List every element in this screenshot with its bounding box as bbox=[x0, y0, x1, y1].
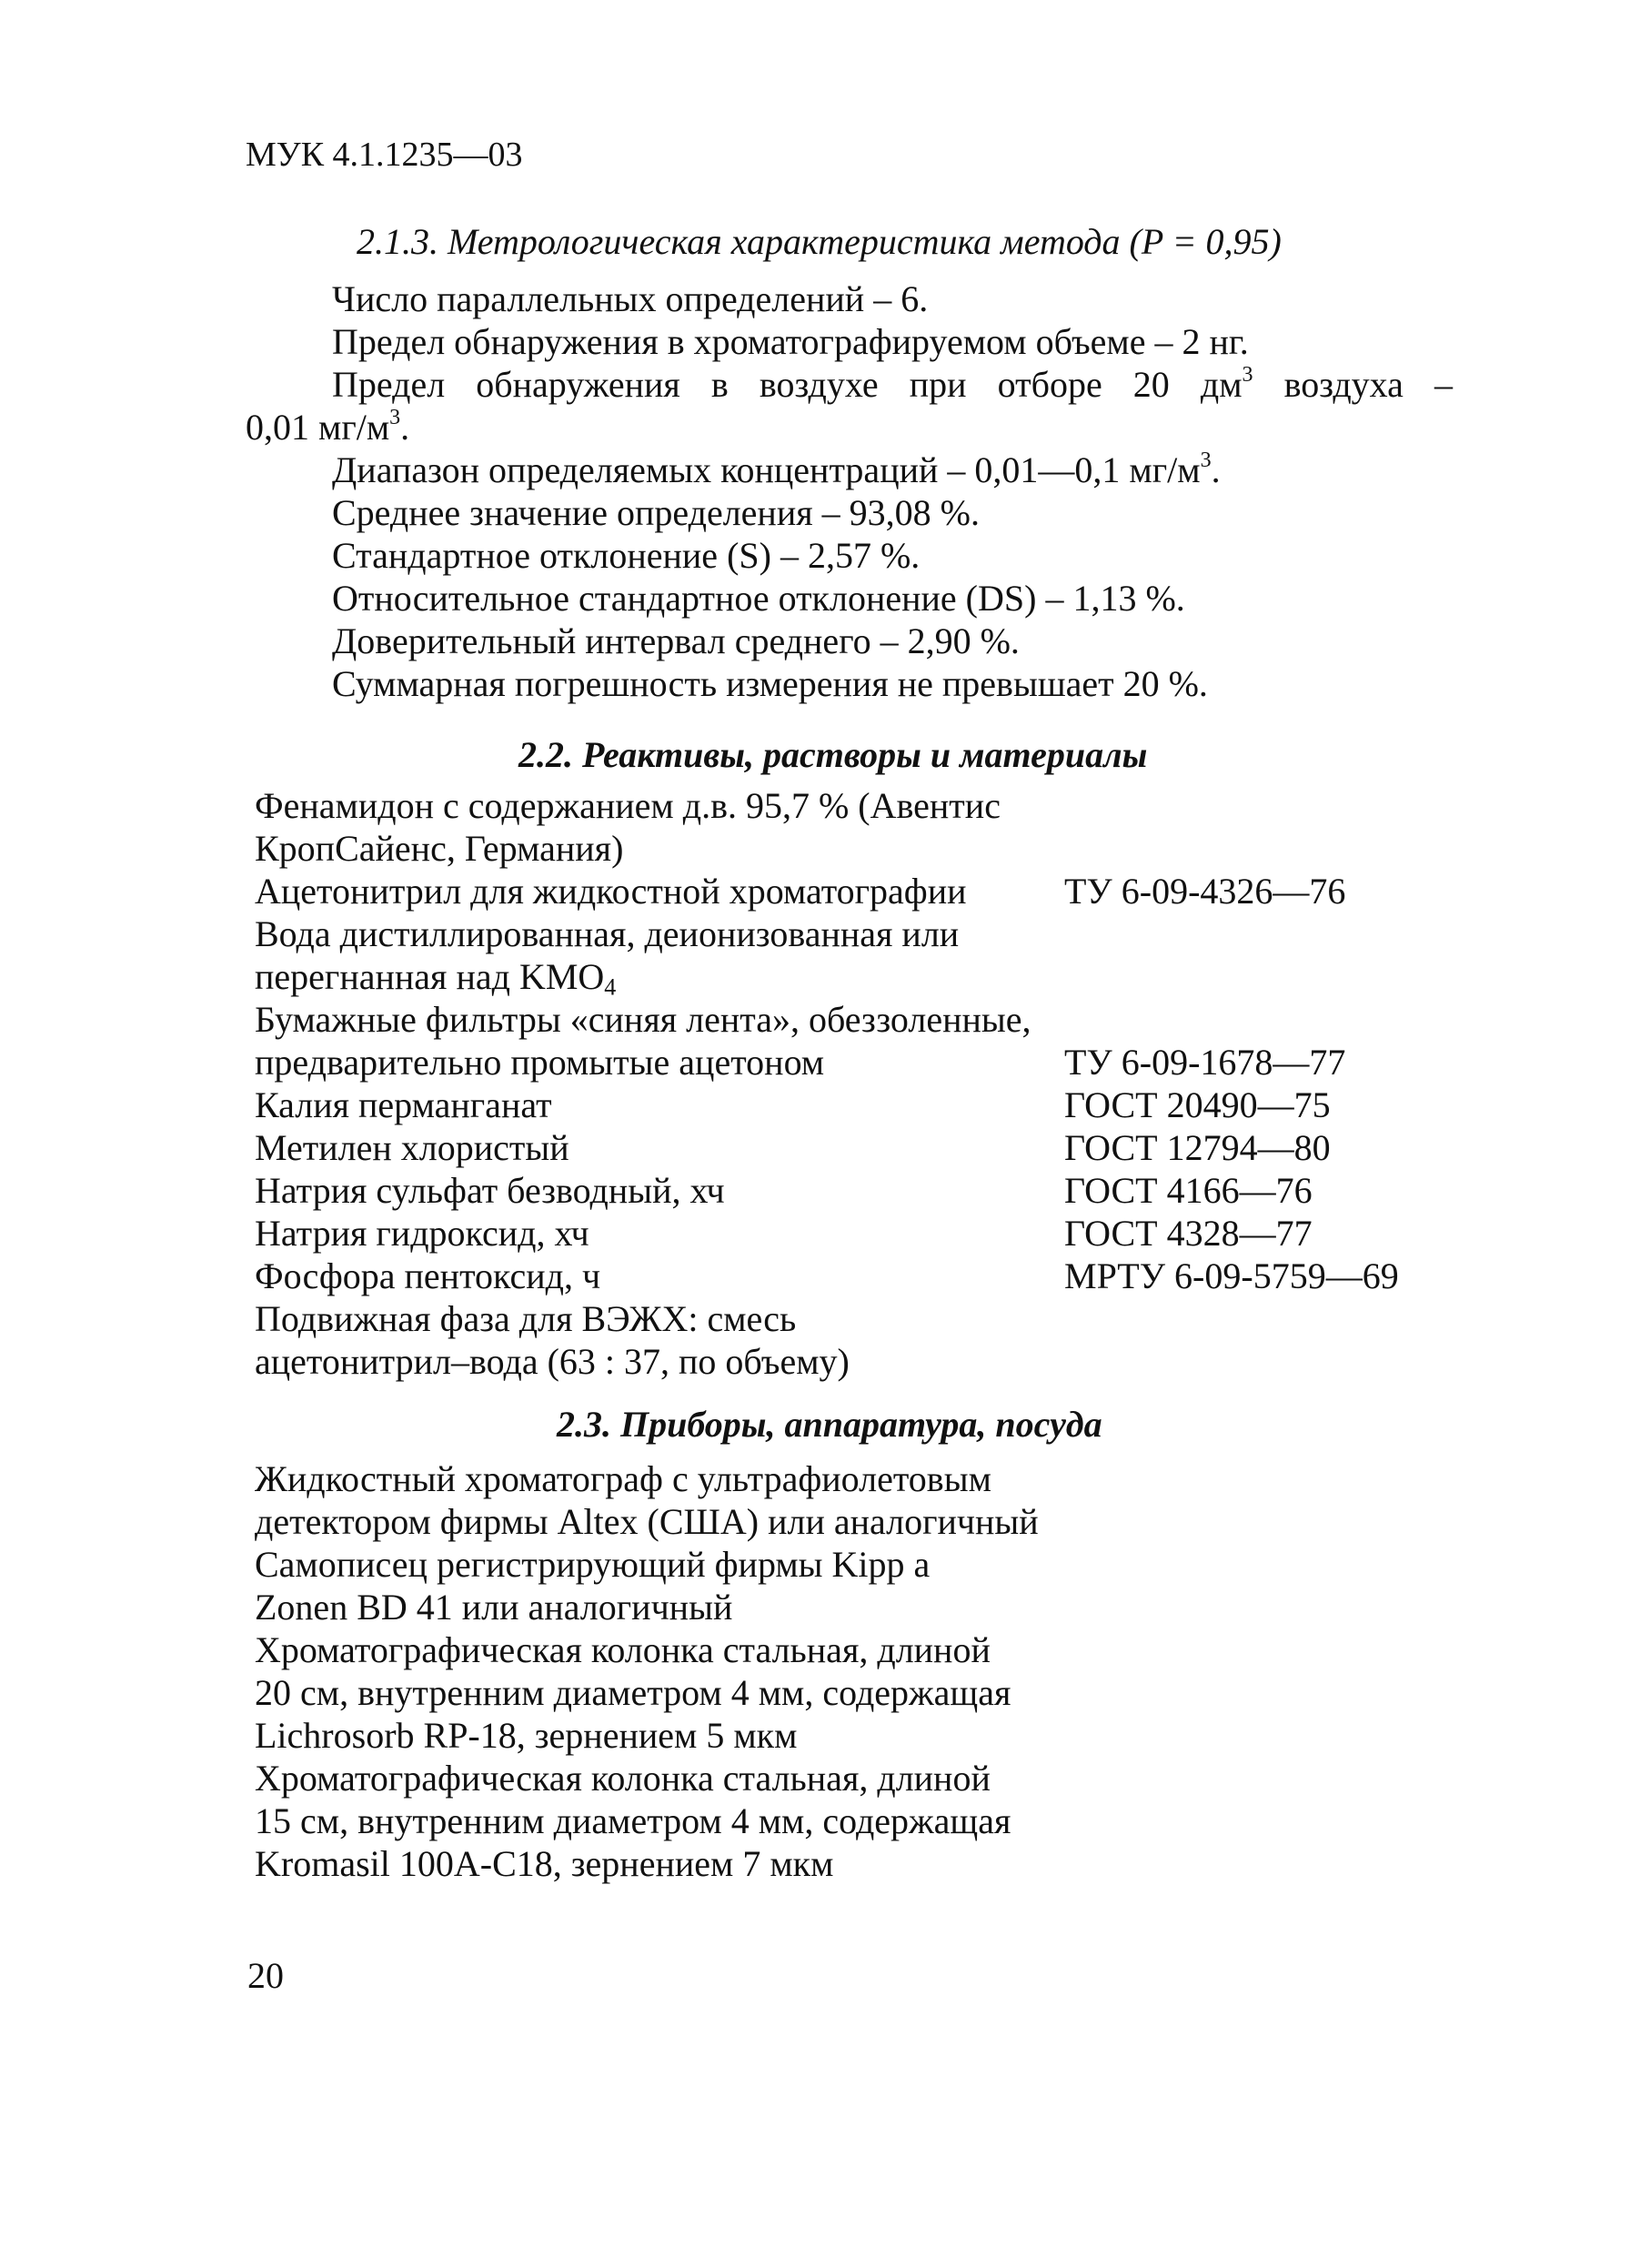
reagent-spec: ГОСТ 4328—77 bbox=[1064, 1213, 1313, 1254]
reagent-spec: МРТУ 6-09-5759—69 bbox=[1064, 1255, 1399, 1296]
metrology-heading: 2.1.3. Метрологическая характеристика метода (P = 0,95) bbox=[357, 221, 1282, 262]
metrology-line: Предел обнаружения в хроматографируемом объеме – 2 нг. bbox=[332, 321, 1249, 362]
equipment-line: 20 см, внутренним диаметром 4 мм, содержащая bbox=[255, 1672, 1011, 1713]
reagent-line: Калия перманганат bbox=[255, 1084, 552, 1125]
reagent-line: Натрия сульфат безводный, хч bbox=[255, 1170, 725, 1211]
equipment-line: Самописец регистрирующий фирмы Kipp a bbox=[255, 1544, 931, 1585]
reagent-line: ацетонитрил–вода (63 : 37, по объему) bbox=[255, 1341, 850, 1382]
reagent-sub: 4 bbox=[604, 973, 617, 1001]
page-number: 20 bbox=[247, 1955, 284, 1996]
equipment-line: детектором фирмы Altex (США) или аналогичный bbox=[255, 1501, 1039, 1542]
reagent-line: Фосфора пентоксид, ч bbox=[255, 1255, 601, 1296]
range-text: Диапазон определяемых концентраций – 0,01—0,1 мг/м bbox=[332, 449, 1201, 490]
reagent-line: Бумажные фильтры «синяя лента», обеззоленные, bbox=[255, 999, 1031, 1040]
reagent-spec: ТУ 6-09-4326—76 bbox=[1064, 871, 1346, 912]
reagent-line: Ацетонитрил для жидкостной хроматографии bbox=[255, 871, 967, 912]
metrology-line: Число параллельных определений – 6. bbox=[332, 278, 929, 319]
metrology-line: Относительное стандартное отклонение (DS) – 1,13 %. bbox=[332, 578, 1185, 619]
metrology-line: Стандартное отклонение (S) – 2,57 %. bbox=[332, 535, 921, 576]
reagent-line: Подвижная фаза для ВЭЖХ: смесь bbox=[255, 1298, 797, 1339]
air-limit-text: Предел обнаружения в воздухе при отборе 20 дм bbox=[332, 364, 1243, 405]
reagent-spec: ГОСТ 4166—76 bbox=[1064, 1170, 1313, 1211]
air-limit-line bbox=[332, 363, 1453, 406]
equipment-line: Хроматографическая колонка стальная, длиной bbox=[255, 1758, 991, 1799]
reagent-line: Натрия гидроксид, хч bbox=[255, 1213, 589, 1254]
reagent-spec: ГОСТ 20490—75 bbox=[1064, 1084, 1331, 1125]
reagent-spec: ТУ 6-09-1678—77 bbox=[1064, 1042, 1346, 1083]
equipment-line: Жидкостный хроматограф с ультрафиолетовым bbox=[255, 1458, 991, 1499]
reagent-text: перегнанная над KMO bbox=[255, 956, 605, 997]
equipment-heading: 2.3. Приборы, аппаратура, посуда bbox=[557, 1404, 1102, 1445]
equipment-line: Zonen BD 41 или аналогичный bbox=[255, 1587, 733, 1628]
reagent-line: КропСайенс, Германия) bbox=[255, 828, 624, 869]
air-limit-cont-sup: 3 bbox=[389, 406, 401, 430]
doc-code: МУК 4.1.1235—03 bbox=[246, 136, 523, 174]
reagent-line: предварительно промытые ацетоном bbox=[255, 1042, 825, 1083]
air-limit-cont-end: . bbox=[400, 407, 410, 448]
equipment-line: Kromasil 100A-C18, зернением 7 мкм bbox=[255, 1843, 834, 1884]
reagent-line: Вода дистиллированная, деионизованная или bbox=[255, 913, 960, 954]
reagents-heading: 2.2. Реактивы, растворы и материалы bbox=[518, 734, 1148, 775]
reagent-line bbox=[255, 955, 617, 1001]
equipment-line: Хроматографическая колонка стальная, длиной bbox=[255, 1629, 991, 1670]
range-sup: 3 bbox=[1200, 449, 1212, 473]
range-end: . bbox=[1211, 449, 1221, 490]
metrology-line: Среднее значение определения – 93,08 %. bbox=[332, 492, 980, 533]
equipment-line: 15 см, внутренним диаметром 4 мм, содержащая bbox=[255, 1800, 1011, 1841]
metrology-line: Суммарная погрешность измерения не превышает 20 %. bbox=[332, 663, 1208, 704]
equipment-line: Lichrosorb RP-18, зернением 5 мкм bbox=[255, 1715, 798, 1756]
range-line bbox=[332, 449, 1221, 491]
air-limit-sup: 3 bbox=[1242, 363, 1253, 388]
air-limit-cont-text: 0,01 мг/м bbox=[246, 407, 390, 448]
air-limit-continuation bbox=[246, 406, 409, 449]
reagent-line: Метилен хлористый bbox=[255, 1127, 569, 1168]
reagent-spec: ГОСТ 12794—80 bbox=[1064, 1127, 1331, 1168]
air-limit-after: воздуха – bbox=[1253, 364, 1453, 405]
metrology-line: Доверительный интервал среднего – 2,90 %. bbox=[332, 620, 1020, 661]
reagent-line: Фенамидон с содержанием д.в. 95,7 % (Авентис bbox=[255, 785, 1001, 826]
